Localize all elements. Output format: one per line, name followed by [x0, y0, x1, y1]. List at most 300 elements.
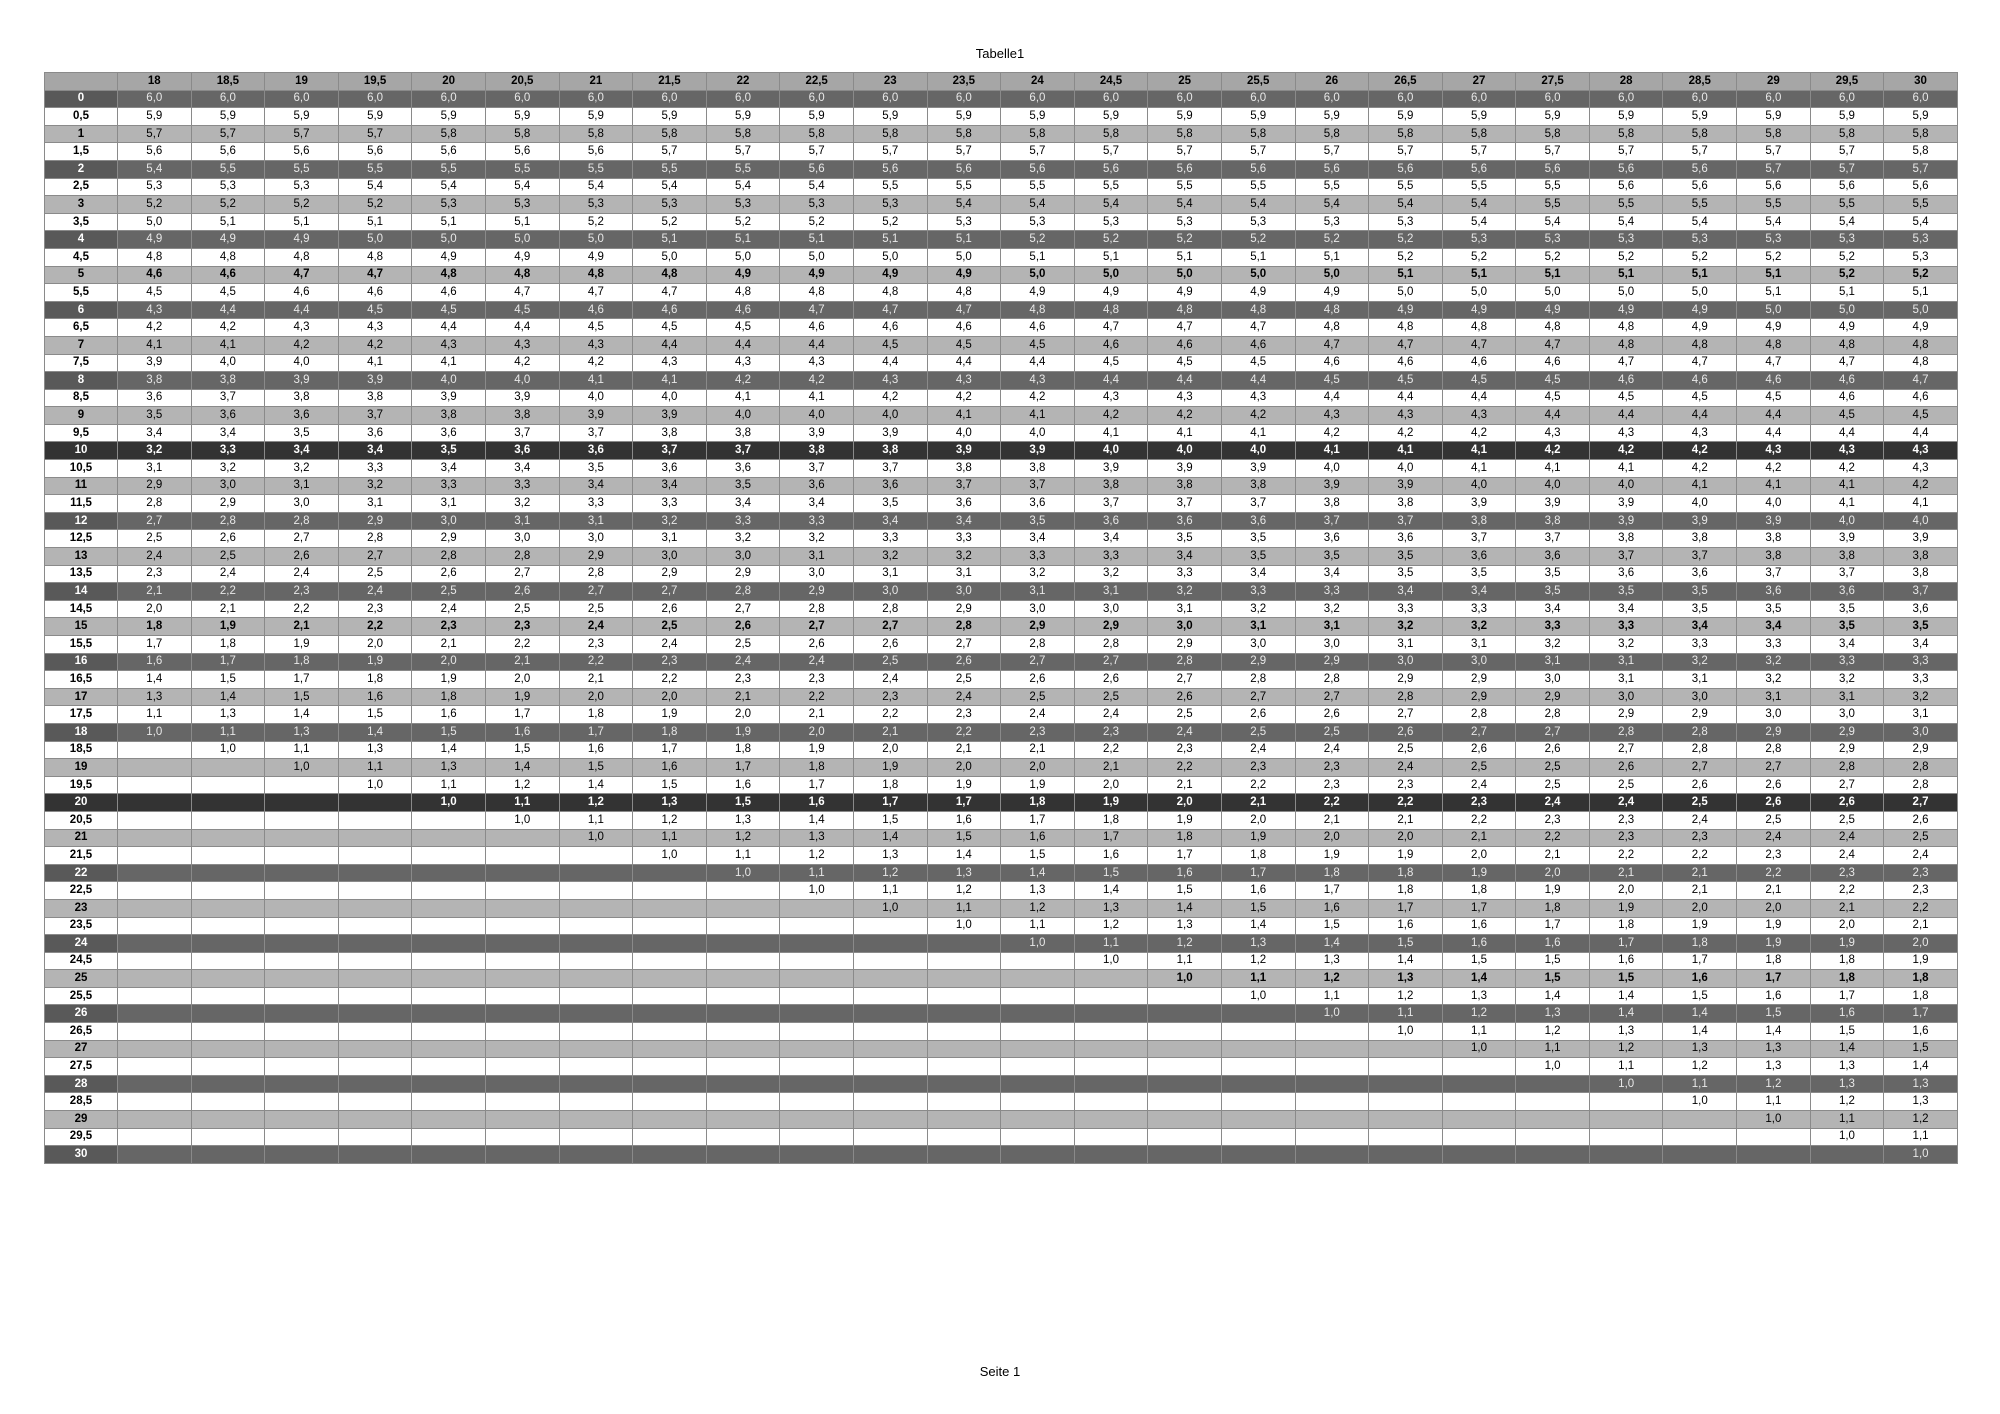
table-cell[interactable]: 3,7	[1221, 495, 1295, 513]
table-cell[interactable]: 1,0	[633, 847, 707, 865]
table-cell[interactable]: 2,1	[265, 618, 339, 636]
table-cell[interactable]	[927, 1058, 1001, 1076]
table-cell[interactable]	[1074, 987, 1148, 1005]
table-cell[interactable]: 2,4	[1810, 829, 1884, 847]
table-cell[interactable]	[1589, 1146, 1663, 1164]
table-cell[interactable]: 3,9	[118, 354, 192, 372]
table-cell[interactable]: 4,8	[1221, 301, 1295, 319]
table-cell[interactable]: 1,2	[1442, 1005, 1516, 1023]
table-cell[interactable]: 2,5	[706, 636, 780, 654]
table-cell[interactable]: 1,9	[191, 618, 265, 636]
table-cell[interactable]	[265, 864, 339, 882]
table-cell[interactable]: 4,3	[1001, 372, 1075, 390]
table-cell[interactable]: 2,0	[1148, 794, 1222, 812]
table-cell[interactable]: 4,8	[412, 266, 486, 284]
table-cell[interactable]: 4,3	[1148, 389, 1222, 407]
table-cell[interactable]: 4,8	[338, 248, 412, 266]
table-cell[interactable]	[1369, 1111, 1443, 1129]
table-cell[interactable]	[1369, 1093, 1443, 1111]
table-cell[interactable]	[265, 987, 339, 1005]
table-cell[interactable]: 1,3	[780, 829, 854, 847]
table-cell[interactable]: 4,2	[1663, 460, 1737, 478]
table-cell[interactable]: 4,9	[1589, 301, 1663, 319]
row-header[interactable]: 4	[45, 231, 118, 249]
table-cell[interactable]: 2,8	[1589, 723, 1663, 741]
table-cell[interactable]	[265, 811, 339, 829]
table-cell[interactable]: 5,2	[265, 196, 339, 214]
table-cell[interactable]: 1,2	[1737, 1075, 1811, 1093]
table-cell[interactable]: 1,7	[1884, 1005, 1958, 1023]
table-cell[interactable]	[191, 864, 265, 882]
table-cell[interactable]: 3,8	[118, 372, 192, 390]
table-cell[interactable]: 5,8	[1295, 125, 1369, 143]
row-header[interactable]: 21,5	[45, 847, 118, 865]
table-cell[interactable]	[191, 970, 265, 988]
table-cell[interactable]: 6,0	[1295, 90, 1369, 108]
table-cell[interactable]: 5,1	[412, 213, 486, 231]
table-cell[interactable]: 3,6	[1148, 512, 1222, 530]
table-cell[interactable]	[1442, 1128, 1516, 1146]
table-cell[interactable]: 1,7	[191, 653, 265, 671]
table-cell[interactable]	[1442, 1058, 1516, 1076]
table-cell[interactable]: 2,9	[191, 495, 265, 513]
table-cell[interactable]: 2,8	[1737, 741, 1811, 759]
table-cell[interactable]	[1001, 1040, 1075, 1058]
row-header[interactable]: 8	[45, 372, 118, 390]
table-cell[interactable]: 1,0	[780, 882, 854, 900]
table-cell[interactable]: 2,4	[1074, 706, 1148, 724]
table-cell[interactable]: 1,6	[1148, 864, 1222, 882]
table-cell[interactable]: 3,2	[1589, 636, 1663, 654]
table-cell[interactable]: 3,9	[1442, 495, 1516, 513]
table-cell[interactable]: 5,3	[1442, 231, 1516, 249]
table-cell[interactable]: 5,8	[780, 125, 854, 143]
table-cell[interactable]: 5,5	[1884, 196, 1958, 214]
table-cell[interactable]: 4,7	[1442, 336, 1516, 354]
table-cell[interactable]: 5,6	[412, 143, 486, 161]
table-cell[interactable]: 3,7	[1589, 548, 1663, 566]
table-cell[interactable]: 1,8	[338, 671, 412, 689]
row-header[interactable]: 0,5	[45, 108, 118, 126]
table-cell[interactable]	[559, 847, 633, 865]
table-cell[interactable]: 1,7	[1663, 952, 1737, 970]
table-cell[interactable]: 5,0	[1221, 266, 1295, 284]
table-cell[interactable]: 1,0	[1516, 1058, 1590, 1076]
table-cell[interactable]: 1,0	[706, 864, 780, 882]
table-cell[interactable]: 1,7	[1589, 935, 1663, 953]
table-cell[interactable]: 2,4	[1148, 723, 1222, 741]
table-cell[interactable]: 3,4	[1884, 636, 1958, 654]
table-cell[interactable]: 3,1	[1148, 600, 1222, 618]
table-cell[interactable]: 3,1	[559, 512, 633, 530]
table-cell[interactable]: 4,1	[1810, 495, 1884, 513]
table-cell[interactable]: 1,7	[1516, 917, 1590, 935]
table-cell[interactable]: 1,2	[1516, 1023, 1590, 1041]
table-cell[interactable]: 3,1	[1221, 618, 1295, 636]
table-cell[interactable]	[559, 1040, 633, 1058]
table-cell[interactable]: 1,4	[485, 759, 559, 777]
table-cell[interactable]	[559, 864, 633, 882]
table-cell[interactable]: 1,5	[1663, 987, 1737, 1005]
row-header[interactable]: 12	[45, 512, 118, 530]
table-cell[interactable]: 3,0	[780, 565, 854, 583]
table-cell[interactable]: 1,9	[1001, 776, 1075, 794]
table-cell[interactable]: 1,8	[780, 759, 854, 777]
table-cell[interactable]: 3,8	[1737, 530, 1811, 548]
table-cell[interactable]: 1,9	[1810, 935, 1884, 953]
table-cell[interactable]: 4,9	[118, 231, 192, 249]
table-cell[interactable]	[853, 935, 927, 953]
table-cell[interactable]: 1,6	[1884, 1023, 1958, 1041]
table-cell[interactable]: 3,9	[853, 424, 927, 442]
table-cell[interactable]	[338, 970, 412, 988]
table-cell[interactable]: 3,6	[412, 424, 486, 442]
table-cell[interactable]: 5,8	[559, 125, 633, 143]
table-cell[interactable]: 1,8	[1369, 864, 1443, 882]
table-cell[interactable]: 4,2	[1737, 460, 1811, 478]
table-cell[interactable]: 2,2	[1074, 741, 1148, 759]
table-cell[interactable]: 4,4	[1737, 424, 1811, 442]
table-cell[interactable]: 5,1	[1442, 266, 1516, 284]
table-cell[interactable]	[706, 987, 780, 1005]
table-cell[interactable]: 4,9	[1001, 284, 1075, 302]
table-cell[interactable]: 1,9	[927, 776, 1001, 794]
table-cell[interactable]: 5,4	[1148, 196, 1222, 214]
row-header[interactable]: 20,5	[45, 811, 118, 829]
table-cell[interactable]: 6,0	[1589, 90, 1663, 108]
table-cell[interactable]: 1,5	[1589, 970, 1663, 988]
table-cell[interactable]: 3,2	[485, 495, 559, 513]
table-cell[interactable]: 2,6	[1369, 723, 1443, 741]
table-cell[interactable]: 5,8	[1148, 125, 1222, 143]
table-cell[interactable]: 5,1	[485, 213, 559, 231]
table-cell[interactable]: 5,8	[412, 125, 486, 143]
table-cell[interactable]: 2,0	[1074, 776, 1148, 794]
table-cell[interactable]: 4,7	[1295, 336, 1369, 354]
table-cell[interactable]: 2,3	[338, 600, 412, 618]
table-cell[interactable]: 3,4	[265, 442, 339, 460]
table-cell[interactable]	[633, 970, 707, 988]
row-header[interactable]: 16	[45, 653, 118, 671]
table-cell[interactable]	[338, 829, 412, 847]
table-cell[interactable]: 1,4	[1369, 952, 1443, 970]
table-cell[interactable]: 2,2	[1589, 847, 1663, 865]
table-cell[interactable]: 4,0	[1884, 512, 1958, 530]
table-cell[interactable]: 5,3	[118, 178, 192, 196]
table-cell[interactable]: 4,8	[1295, 319, 1369, 337]
table-cell[interactable]: 4,2	[1295, 424, 1369, 442]
table-cell[interactable]: 4,3	[633, 354, 707, 372]
table-cell[interactable]: 2,8	[927, 618, 1001, 636]
table-cell[interactable]: 3,9	[485, 389, 559, 407]
table-cell[interactable]	[1442, 1075, 1516, 1093]
table-cell[interactable]: 1,5	[1148, 882, 1222, 900]
row-header[interactable]: 3	[45, 196, 118, 214]
table-cell[interactable]: 1,0	[1810, 1128, 1884, 1146]
table-cell[interactable]: 1,1	[559, 811, 633, 829]
table-cell[interactable]: 5,7	[1221, 143, 1295, 161]
row-header[interactable]: 4,5	[45, 248, 118, 266]
row-header[interactable]: 17	[45, 688, 118, 706]
table-cell[interactable]: 6,0	[338, 90, 412, 108]
table-cell[interactable]	[338, 1040, 412, 1058]
table-cell[interactable]: 5,0	[559, 231, 633, 249]
table-cell[interactable]: 5,8	[1001, 125, 1075, 143]
column-header[interactable]: 28	[1589, 73, 1663, 91]
table-cell[interactable]: 4,4	[633, 336, 707, 354]
table-cell[interactable]: 5,3	[559, 196, 633, 214]
table-cell[interactable]: 4,0	[633, 389, 707, 407]
table-cell[interactable]: 1,7	[485, 706, 559, 724]
table-cell[interactable]: 5,0	[1884, 301, 1958, 319]
table-cell[interactable]	[1001, 1075, 1075, 1093]
table-cell[interactable]: 1,9	[1221, 829, 1295, 847]
column-header[interactable]: 29,5	[1810, 73, 1884, 91]
table-cell[interactable]: 5,3	[1369, 213, 1443, 231]
table-cell[interactable]	[633, 1040, 707, 1058]
table-cell[interactable]: 2,8	[1369, 688, 1443, 706]
table-cell[interactable]: 4,3	[412, 336, 486, 354]
table-cell[interactable]: 4,7	[1663, 354, 1737, 372]
table-cell[interactable]: 1,7	[780, 776, 854, 794]
row-header[interactable]: 22	[45, 864, 118, 882]
table-cell[interactable]: 3,5	[706, 477, 780, 495]
table-cell[interactable]: 4,6	[706, 301, 780, 319]
table-cell[interactable]: 1,1	[1810, 1111, 1884, 1129]
table-cell[interactable]	[485, 917, 559, 935]
table-cell[interactable]: 1,4	[118, 671, 192, 689]
table-cell[interactable]: 4,7	[1737, 354, 1811, 372]
table-cell[interactable]	[1074, 1005, 1148, 1023]
table-cell[interactable]: 5,0	[853, 248, 927, 266]
table-cell[interactable]	[1589, 1128, 1663, 1146]
table-cell[interactable]: 1,8	[633, 723, 707, 741]
table-cell[interactable]: 6,0	[1221, 90, 1295, 108]
table-cell[interactable]	[485, 1040, 559, 1058]
table-cell[interactable]	[485, 987, 559, 1005]
table-cell[interactable]: 1,1	[1148, 952, 1222, 970]
table-cell[interactable]: 4,1	[559, 372, 633, 390]
table-cell[interactable]: 3,5	[1442, 565, 1516, 583]
table-cell[interactable]	[927, 1040, 1001, 1058]
table-cell[interactable]	[118, 1146, 192, 1164]
table-cell[interactable]: 1,2	[633, 811, 707, 829]
table-cell[interactable]: 3,4	[1442, 583, 1516, 601]
table-cell[interactable]: 3,0	[706, 548, 780, 566]
table-cell[interactable]: 3,3	[1001, 548, 1075, 566]
table-cell[interactable]: 5,8	[1810, 125, 1884, 143]
table-cell[interactable]: 4,9	[1810, 319, 1884, 337]
table-cell[interactable]: 3,4	[706, 495, 780, 513]
table-cell[interactable]: 2,0	[1810, 917, 1884, 935]
table-cell[interactable]: 4,6	[1442, 354, 1516, 372]
table-cell[interactable]: 2,8	[853, 600, 927, 618]
table-cell[interactable]: 4,8	[1369, 319, 1443, 337]
table-cell[interactable]	[191, 899, 265, 917]
table-cell[interactable]: 1,0	[927, 917, 1001, 935]
table-cell[interactable]	[1221, 1040, 1295, 1058]
table-cell[interactable]: 5,4	[633, 178, 707, 196]
table-cell[interactable]: 2,2	[265, 600, 339, 618]
table-cell[interactable]	[191, 1111, 265, 1129]
table-cell[interactable]	[338, 794, 412, 812]
table-cell[interactable]: 2,3	[1589, 811, 1663, 829]
table-cell[interactable]	[412, 882, 486, 900]
table-cell[interactable]: 5,0	[706, 248, 780, 266]
table-cell[interactable]: 1,1	[118, 706, 192, 724]
row-header[interactable]: 27	[45, 1040, 118, 1058]
table-cell[interactable]	[118, 794, 192, 812]
table-cell[interactable]: 3,5	[1001, 512, 1075, 530]
table-cell[interactable]: 2,7	[706, 600, 780, 618]
table-cell[interactable]	[1148, 1111, 1222, 1129]
row-header[interactable]: 5	[45, 266, 118, 284]
row-header[interactable]: 11,5	[45, 495, 118, 513]
table-cell[interactable]: 1,4	[1442, 970, 1516, 988]
table-cell[interactable]: 2,1	[1442, 829, 1516, 847]
table-cell[interactable]: 5,3	[1516, 231, 1590, 249]
row-header[interactable]: 11	[45, 477, 118, 495]
table-cell[interactable]: 1,0	[412, 794, 486, 812]
row-header[interactable]: 28	[45, 1075, 118, 1093]
table-cell[interactable]: 1,3	[338, 741, 412, 759]
table-cell[interactable]: 5,1	[633, 231, 707, 249]
table-cell[interactable]: 2,2	[927, 723, 1001, 741]
table-cell[interactable]: 5,0	[927, 248, 1001, 266]
table-cell[interactable]	[633, 1128, 707, 1146]
table-cell[interactable]: 3,8	[412, 407, 486, 425]
table-cell[interactable]: 4,5	[412, 301, 486, 319]
table-cell[interactable]: 3,5	[412, 442, 486, 460]
table-cell[interactable]: 3,6	[633, 460, 707, 478]
table-cell[interactable]: 1,9	[633, 706, 707, 724]
table-cell[interactable]: 5,6	[853, 160, 927, 178]
table-cell[interactable]: 2,2	[1810, 882, 1884, 900]
table-cell[interactable]: 3,4	[412, 460, 486, 478]
table-cell[interactable]	[780, 917, 854, 935]
table-cell[interactable]: 3,9	[1589, 512, 1663, 530]
table-cell[interactable]: 4,2	[927, 389, 1001, 407]
table-cell[interactable]: 3,8	[927, 460, 1001, 478]
table-cell[interactable]: 1,0	[1001, 935, 1075, 953]
table-cell[interactable]	[485, 882, 559, 900]
table-cell[interactable]: 2,6	[1001, 671, 1075, 689]
table-cell[interactable]	[1001, 1111, 1075, 1129]
table-cell[interactable]: 2,4	[1369, 759, 1443, 777]
table-cell[interactable]	[1074, 1128, 1148, 1146]
column-header[interactable]: 25,5	[1221, 73, 1295, 91]
table-cell[interactable]: 3,3	[1884, 653, 1958, 671]
table-cell[interactable]: 1,2	[1148, 935, 1222, 953]
table-cell[interactable]	[706, 1111, 780, 1129]
table-cell[interactable]: 1,0	[1663, 1093, 1737, 1111]
table-cell[interactable]	[706, 1075, 780, 1093]
table-cell[interactable]: 5,9	[1589, 108, 1663, 126]
table-cell[interactable]: 2,8	[780, 600, 854, 618]
row-header[interactable]: 28,5	[45, 1093, 118, 1111]
table-cell[interactable]: 2,7	[1810, 776, 1884, 794]
table-cell[interactable]: 6,0	[559, 90, 633, 108]
table-cell[interactable]: 4,3	[265, 319, 339, 337]
table-cell[interactable]: 5,9	[485, 108, 559, 126]
table-cell[interactable]	[412, 1058, 486, 1076]
table-cell[interactable]: 4,2	[1442, 424, 1516, 442]
table-cell[interactable]: 1,3	[1589, 1023, 1663, 1041]
table-cell[interactable]: 4,0	[559, 389, 633, 407]
column-header[interactable]: 21	[559, 73, 633, 91]
table-cell[interactable]: 2,1	[1148, 776, 1222, 794]
table-cell[interactable]	[265, 1075, 339, 1093]
table-cell[interactable]: 5,7	[1001, 143, 1075, 161]
table-cell[interactable]: 5,7	[927, 143, 1001, 161]
row-header[interactable]: 19	[45, 759, 118, 777]
table-cell[interactable]: 2,6	[1884, 811, 1958, 829]
table-cell[interactable]: 1,8	[265, 653, 339, 671]
table-cell[interactable]	[118, 1075, 192, 1093]
table-cell[interactable]	[1369, 1075, 1443, 1093]
table-cell[interactable]: 5,5	[1295, 178, 1369, 196]
table-cell[interactable]: 2,6	[706, 618, 780, 636]
table-cell[interactable]: 3,2	[927, 548, 1001, 566]
table-cell[interactable]: 3,6	[559, 442, 633, 460]
table-cell[interactable]: 2,2	[559, 653, 633, 671]
table-cell[interactable]: 5,4	[706, 178, 780, 196]
table-cell[interactable]: 3,3	[706, 512, 780, 530]
table-cell[interactable]: 3,0	[633, 548, 707, 566]
table-cell[interactable]: 4,5	[1884, 407, 1958, 425]
table-cell[interactable]	[485, 1128, 559, 1146]
table-cell[interactable]: 4,2	[853, 389, 927, 407]
table-cell[interactable]: 5,1	[706, 231, 780, 249]
table-cell[interactable]: 3,0	[412, 512, 486, 530]
row-header[interactable]: 18	[45, 723, 118, 741]
row-header[interactable]: 8,5	[45, 389, 118, 407]
table-cell[interactable]: 3,6	[1295, 530, 1369, 548]
table-cell[interactable]: 1,3	[706, 811, 780, 829]
table-cell[interactable]: 4,4	[927, 354, 1001, 372]
table-cell[interactable]	[633, 987, 707, 1005]
table-cell[interactable]: 3,8	[853, 442, 927, 460]
table-cell[interactable]: 3,2	[706, 530, 780, 548]
table-cell[interactable]: 5,4	[1737, 213, 1811, 231]
table-cell[interactable]: 5,4	[118, 160, 192, 178]
table-cell[interactable]: 2,4	[706, 653, 780, 671]
table-cell[interactable]: 5,7	[118, 125, 192, 143]
table-cell[interactable]: 5,9	[1442, 108, 1516, 126]
table-cell[interactable]: 2,9	[1442, 671, 1516, 689]
table-cell[interactable]: 3,7	[338, 407, 412, 425]
table-cell[interactable]: 1,8	[1148, 829, 1222, 847]
table-cell[interactable]: 4,9	[1884, 319, 1958, 337]
table-cell[interactable]: 5,4	[1810, 213, 1884, 231]
table-cell[interactable]: 1,8	[1074, 811, 1148, 829]
table-cell[interactable]: 3,7	[633, 442, 707, 460]
table-cell[interactable]	[706, 1023, 780, 1041]
table-cell[interactable]: 4,6	[633, 301, 707, 319]
table-cell[interactable]: 5,3	[1221, 213, 1295, 231]
table-cell[interactable]: 3,5	[1810, 618, 1884, 636]
table-cell[interactable]: 4,1	[633, 372, 707, 390]
table-cell[interactable]: 2,9	[1221, 653, 1295, 671]
table-cell[interactable]: 3,3	[1442, 600, 1516, 618]
table-cell[interactable]: 3,2	[265, 460, 339, 478]
table-cell[interactable]: 1,6	[1442, 935, 1516, 953]
table-cell[interactable]: 5,9	[338, 108, 412, 126]
table-cell[interactable]: 5,4	[338, 178, 412, 196]
table-cell[interactable]: 3,1	[1589, 671, 1663, 689]
table-cell[interactable]: 5,4	[1442, 213, 1516, 231]
table-cell[interactable]: 4,2	[485, 354, 559, 372]
